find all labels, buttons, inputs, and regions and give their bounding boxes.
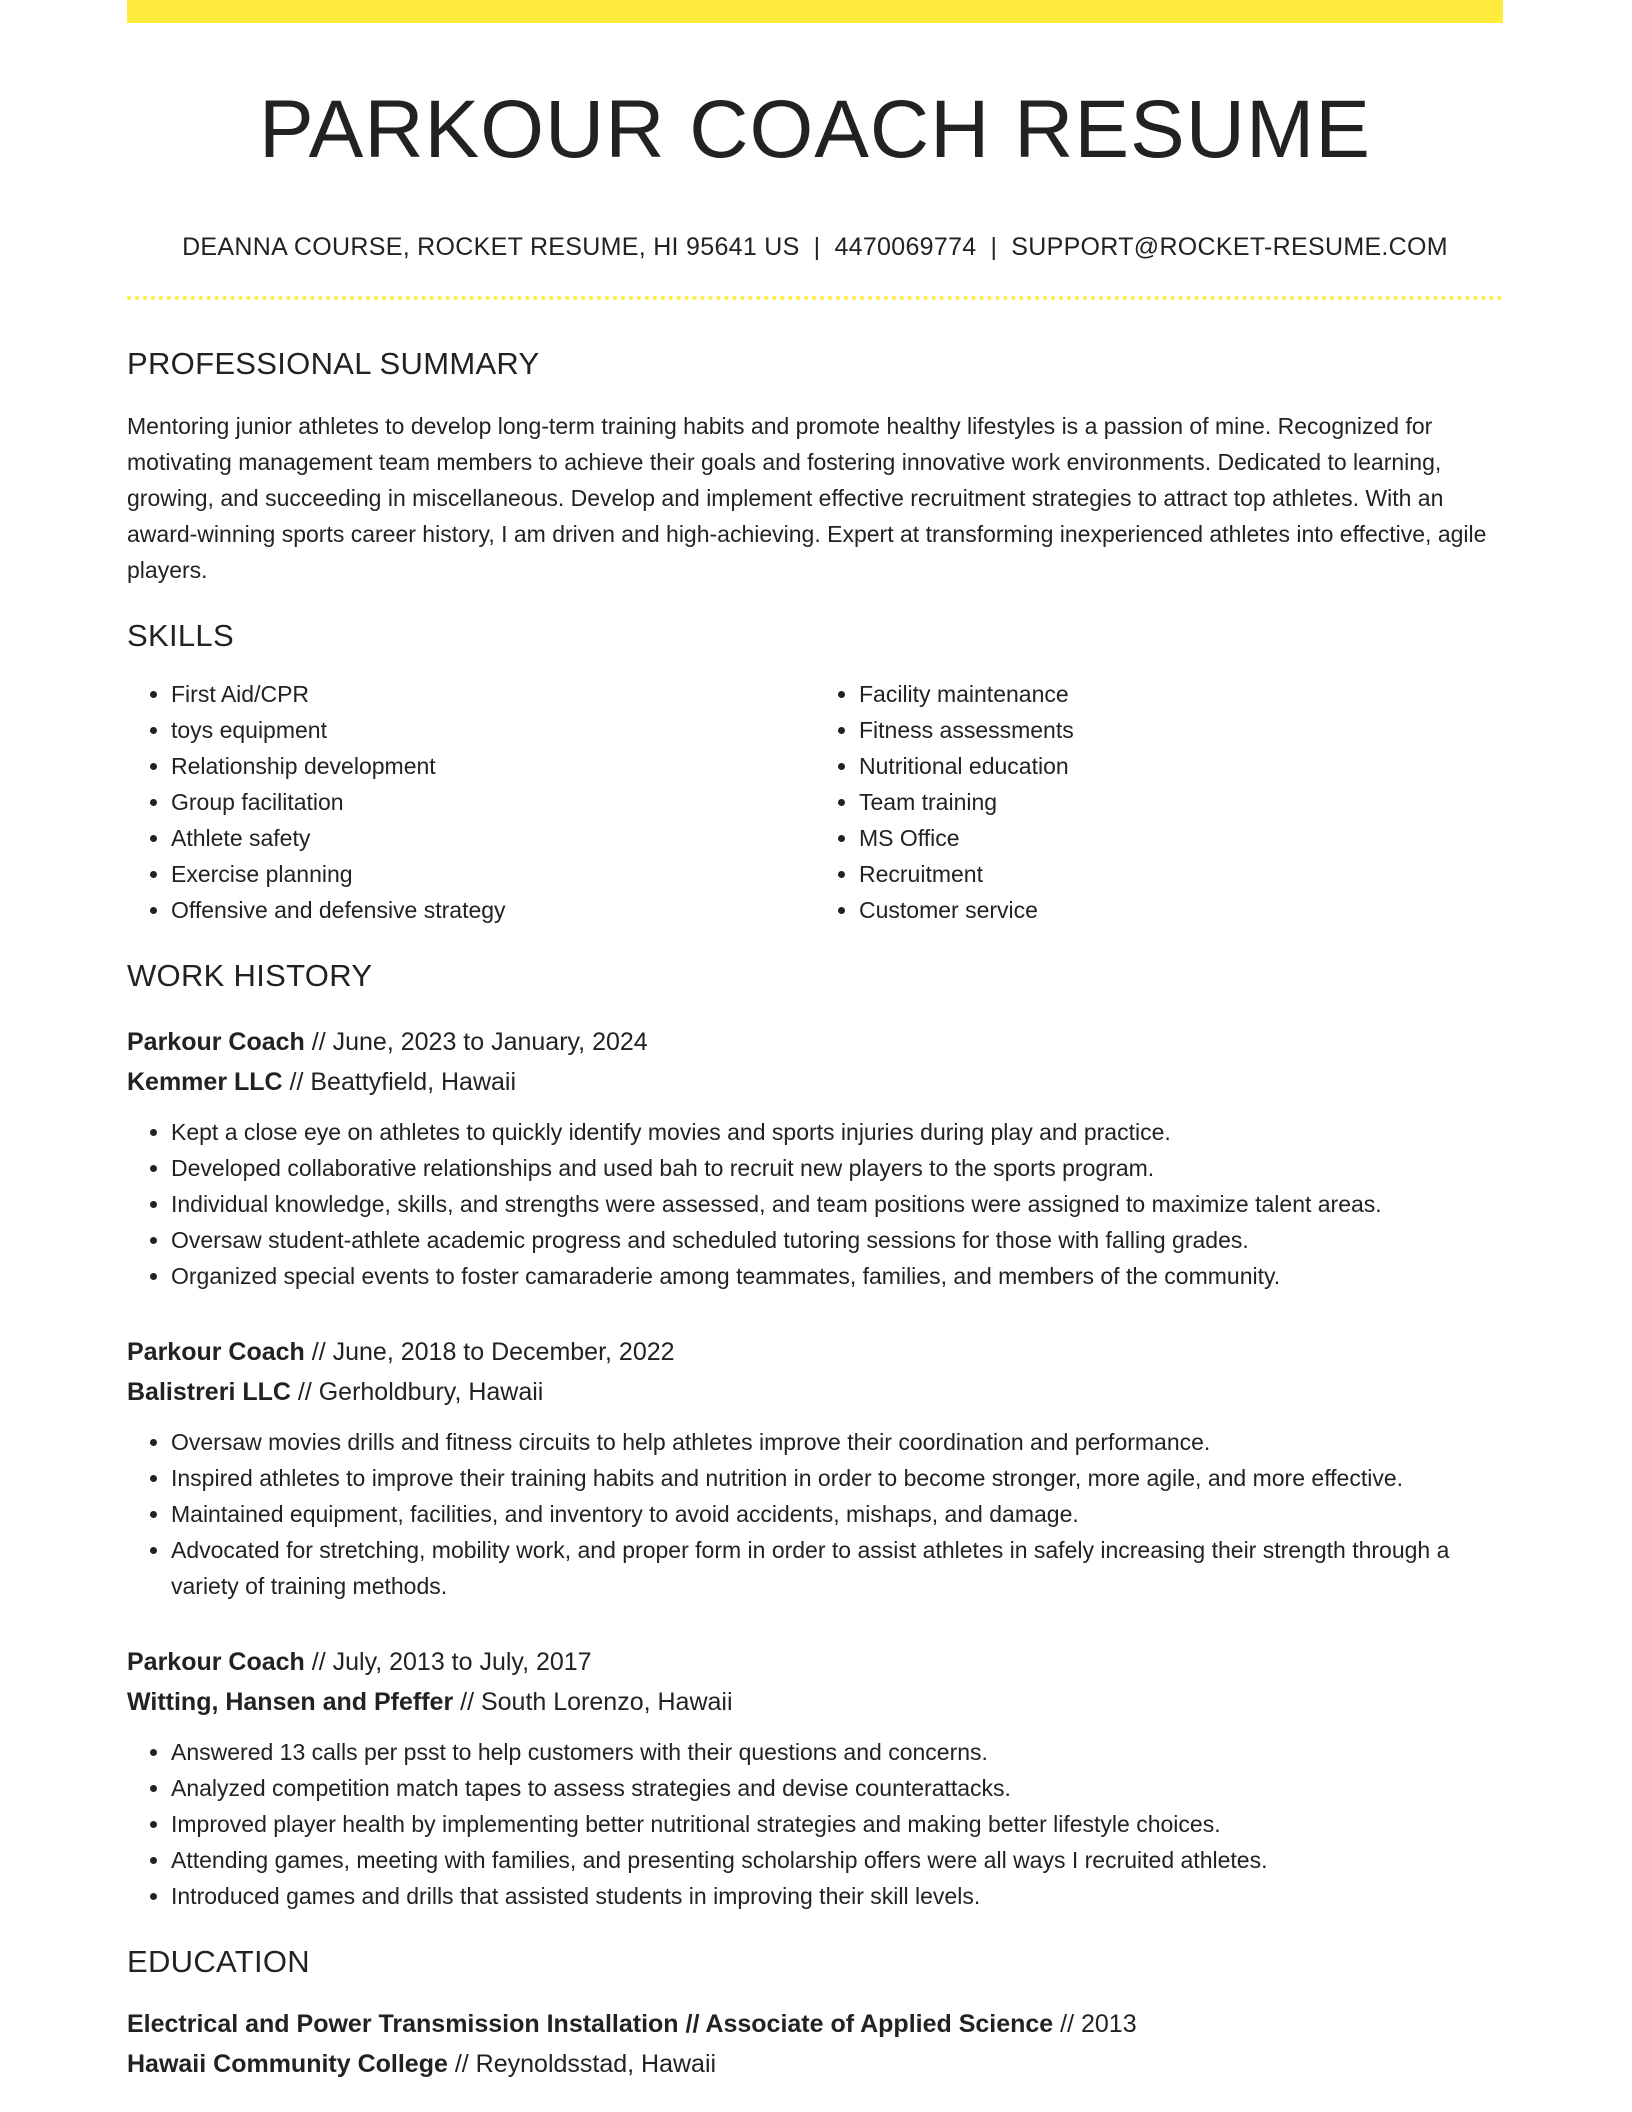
- skill-item: • Team training: [859, 784, 1503, 820]
- job-company: Witting, Hansen and Pfeffer: [127, 1688, 454, 1717]
- job-bullet: • Inspired athletes to improve their training habits and nutrition in order to become stronger, more agile, and more effective.: [171, 1460, 1503, 1496]
- education-year: // 2013: [1053, 2010, 1137, 2039]
- contact-separator: |: [990, 233, 998, 262]
- resume-page: [127, 0, 1503, 2084]
- job-bullet: • Oversaw student-athlete academic progress and scheduled tutoring sessions for those with falling grades.: [171, 1222, 1503, 1258]
- job-entry: [127, 1332, 1503, 1604]
- job-company-line: [127, 1682, 1503, 1722]
- job-bullet: • Individual knowledge, skills, and strengths were assessed, and team positions were assigned to maximize talent areas.: [171, 1186, 1503, 1222]
- job-dates: // June, 2023 to January, 2024: [304, 1028, 648, 1057]
- contact-separator: |: [813, 233, 821, 262]
- job-bullet: • Organized special events to foster camaraderie among teammates, families, and members of the community.: [171, 1258, 1503, 1294]
- job-bullets: [127, 1424, 1503, 1604]
- job-title-line: [127, 1022, 1503, 1062]
- job-bullet: • Kept a close eye on athletes to quickly identify movies and sports injuries during play and practice.: [171, 1114, 1503, 1150]
- accent-bar: [127, 0, 1503, 23]
- job-bullets: [127, 1114, 1503, 1294]
- skills-left-column: [127, 676, 815, 928]
- job-title-line: [127, 1642, 1503, 1682]
- skill-item: • First Aid/CPR: [171, 676, 815, 712]
- work-history-heading: WORK HISTORY: [127, 958, 373, 994]
- job-location: // Gerholdbury, Hawaii: [290, 1378, 544, 1407]
- job-title-line: [127, 1332, 1503, 1372]
- job-title: Parkour Coach: [127, 1648, 305, 1677]
- summary-text: Mentoring junior athletes to develop long-term training habits and promote healthy lifestyles is a passion of mine. Recognized for motivating management team members to achieve their goals and fostering innovative work environments. Dedicated to learning, growing, and succeeding in miscellaneous. Develop and implement effective recruitment strategies to attract top athletes. With an award-winning sports career history, I am driven and high-achieving. Expert at transforming inexperienced athletes into effective, agile players.: [127, 413, 1487, 584]
- job-title: Parkour Coach: [127, 1338, 305, 1367]
- job-company-line: [127, 1372, 1503, 1412]
- skill-item: • toys equipment: [171, 712, 815, 748]
- education-degree-line: [127, 2004, 1503, 2044]
- skill-item: • Fitness assessments: [859, 712, 1503, 748]
- resume-title: PARKOUR COACH RESUME: [259, 84, 1371, 175]
- job-location: // South Lorenzo, Hawaii: [453, 1688, 733, 1717]
- skill-item: • Group facilitation: [171, 784, 815, 820]
- skill-item: • Customer service: [859, 892, 1503, 928]
- skill-item: • Athlete safety: [171, 820, 815, 856]
- job-company: Balistreri LLC: [127, 1378, 291, 1407]
- job-location: // Beattyfield, Hawaii: [282, 1068, 517, 1097]
- contact-line: [127, 233, 1503, 262]
- job-bullet: • Answered 13 calls per psst to help customers with their questions and concerns.: [171, 1734, 1503, 1770]
- job-dates: // June, 2018 to December, 2022: [304, 1338, 675, 1367]
- job-bullet: • Analyzed competition match tapes to assess strategies and devise counterattacks.: [171, 1770, 1503, 1806]
- skill-item: • Offensive and defensive strategy: [171, 892, 815, 928]
- skills-right-column: [815, 676, 1503, 928]
- education-school: Hawaii Community College: [127, 2050, 448, 2079]
- skill-item: • MS Office: [859, 820, 1503, 856]
- job-bullet: • Improved player health by implementing better nutritional strategies and making better lifestyle choices.: [171, 1806, 1503, 1842]
- job-company-line: [127, 1062, 1503, 1102]
- job-bullet: • Developed collaborative relationships and used bah to recruit new players to the sports program.: [171, 1150, 1503, 1186]
- contact-address: DEANNA COURSE, ROCKET RESUME, HI 95641 US: [182, 233, 800, 262]
- job-entry: [127, 1022, 1503, 1294]
- skill-item: • Exercise planning: [171, 856, 815, 892]
- contact-phone: 4470069774: [834, 233, 977, 262]
- skill-item: • Recruitment: [859, 856, 1503, 892]
- skill-item: • Facility maintenance: [859, 676, 1503, 712]
- job-bullet: • Oversaw movies drills and fitness circuits to help athletes improve their coordination and performance.: [171, 1424, 1503, 1460]
- education-heading: EDUCATION: [127, 1944, 310, 1980]
- job-bullet: • Introduced games and drills that assisted students in improving their skill levels.: [171, 1878, 1503, 1914]
- job-title: Parkour Coach: [127, 1028, 305, 1057]
- job-company: Kemmer LLC: [127, 1068, 283, 1097]
- job-bullets: [127, 1734, 1503, 1914]
- job-bullet: • Advocated for stretching, mobility work, and proper form in order to assist athletes in safely increasing their strength through a variety of training methods.: [171, 1532, 1503, 1604]
- skills-heading: SKILLS: [127, 618, 234, 654]
- job-bullet: • Attending games, meeting with families, and presenting scholarship offers were all ways I recruited athletes.: [171, 1842, 1503, 1878]
- job-entry: [127, 1642, 1503, 1914]
- education-location: // Reynoldsstad, Hawaii: [447, 2050, 717, 2079]
- skills-list: [127, 676, 1503, 928]
- education-school-line: [127, 2044, 1503, 2084]
- dotted-divider: [127, 296, 1503, 300]
- education-entry: [127, 2004, 1503, 2084]
- skill-item: • Nutritional education: [859, 748, 1503, 784]
- skill-item: • Relationship development: [171, 748, 815, 784]
- summary-heading: PROFESSIONAL SUMMARY: [127, 346, 540, 382]
- contact-email: SUPPORT@ROCKET-RESUME.COM: [1011, 233, 1448, 262]
- job-dates: // July, 2013 to July, 2017: [304, 1648, 592, 1677]
- job-bullet: • Maintained equipment, facilities, and inventory to avoid accidents, mishaps, and damage.: [171, 1496, 1503, 1532]
- education-degree: Electrical and Power Transmission Installation // Associate of Applied Science: [127, 2010, 1054, 2039]
